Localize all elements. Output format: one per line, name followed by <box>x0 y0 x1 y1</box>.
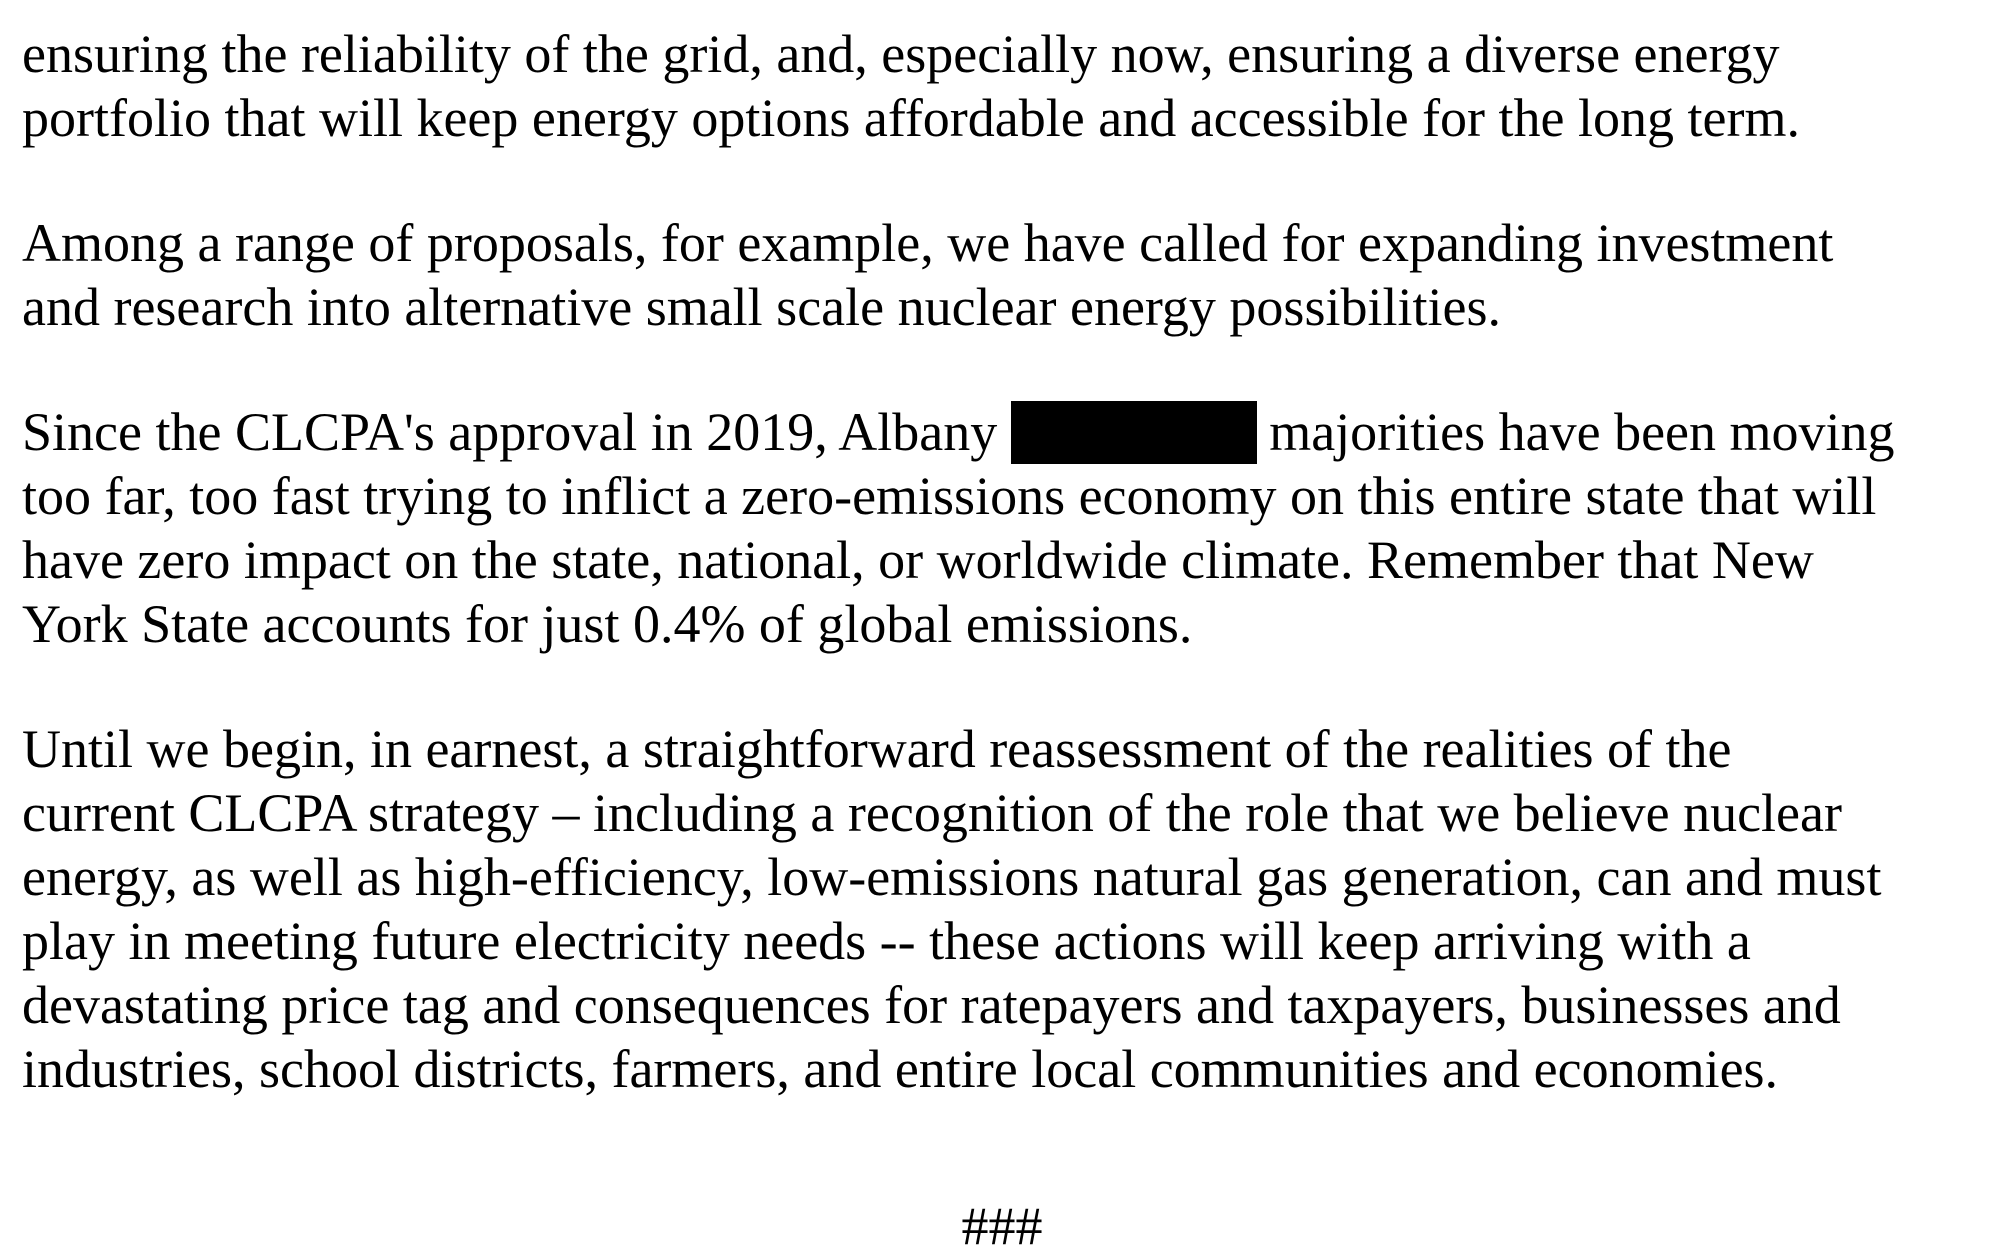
paragraph-spacer <box>22 339 1982 400</box>
text-line: too far, too fast trying to inflict a zero-emissions economy on this entire state that will <box>22 466 1877 526</box>
end-mark: ### <box>961 1196 1043 1256</box>
paragraph-spacer <box>22 1101 1982 1194</box>
text-line: ensuring the reliability of the grid, and, especially now, ensuring a diverse energy <box>22 24 1780 84</box>
paragraph-reassessment <box>22 717 1982 1101</box>
text-after-redaction: majorities have been moving <box>1269 402 1895 462</box>
paragraph-spacer <box>22 656 1982 717</box>
text-line: devastating price tag and consequences for ratepayers and taxpayers, businesses and <box>22 975 1841 1035</box>
redaction-box <box>1011 401 1257 464</box>
text-line: have zero impact on the state, national, or worldwide climate. Remember that New <box>22 530 1814 590</box>
text-line: portfolio that will keep energy options affordable and accessible for the long term. <box>22 88 1800 148</box>
text-line: current CLCPA strategy – including a recognition of the role that we believe nuclear <box>22 783 1842 843</box>
text-line: and research into alternative small scale nuclear energy possibilities. <box>22 277 1501 337</box>
text-before-redaction: Since the CLCPA's approval in 2019, Albany <box>22 402 998 462</box>
paragraph-proposals <box>22 211 1982 339</box>
text-line: industries, school districts, farmers, and entire local communities and economies. <box>22 1039 1779 1099</box>
document-page <box>22 22 1982 1258</box>
text-line: play in meeting future electricity needs -- these actions will keep arriving with a <box>22 911 1751 971</box>
text-line-with-redaction <box>22 400 1982 464</box>
paragraph-grid-reliability <box>22 22 1982 150</box>
text-line: Among a range of proposals, for example, we have called for expanding investment <box>22 213 1834 273</box>
text-line: energy, as well as high-efficiency, low-emissions natural gas generation, can and must <box>22 847 1882 907</box>
text-line: Until we begin, in earnest, a straightforward reassessment of the realities of the <box>22 719 1732 779</box>
paragraph-spacer <box>22 150 1982 211</box>
paragraph-clcpa-approval <box>22 400 1982 656</box>
text-line: York State accounts for just 0.4% of global emissions. <box>22 594 1193 654</box>
